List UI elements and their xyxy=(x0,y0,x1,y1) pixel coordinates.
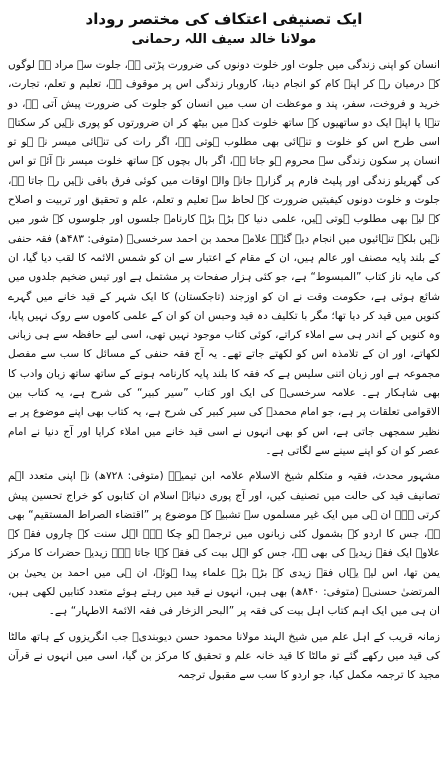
article-title: ایک تصنیفی اعتکاف کی مختصر روداد xyxy=(85,10,363,28)
author-name: مولانا خالد سیف اللہ رحمانی xyxy=(131,32,317,47)
paragraph-2: مشہور محدث، فقیہ و متکلم شیخ الاسلام علامہ ابن تیمیہؒ (متوفی: ۷۲۸ھ) نے اپنی متعدد اہم تصانیف قید کی حالت میں تصنیف کیں، اور آج پوری دنیائے اسلام ان کتابوں کو خراج تحسین پیش کرتی ہے۔ ان ہی میں ایک غیر مسلموں سے تشبیہ کے موضوع پر ”اقتضاء الصراط المستقیم“ بھی ہے، جس کا اردو کے بشمول کئی زبانوں میں ترجمہ ہو چکا ہے۔ اہل سنت کے چاروں فقہ کے علاوہ ایک فقہ زیدیہ کی بھی ہے، جس کو اہل بیت کی فقہ کہا جاتا ہے۔ زیدیہ حضرات کا مرکز یمن تھا، اس لیے یہاں فقہ زیدی کے بڑے بڑے علماء پیدا ہوئے، ان ہی میں احمد بن یحییٰ بن المرتضیٰ حسنیؒ (متوفی: ۸۴۰ھ) بھی ہیں، انہوں نے قید میں رہتے ہوئے متعدد کتابیں لکھی ہیں، ان ہی میں ایک اہم کتاب اہل بیت کی فقہ پر ”البحر الزخار فی فقہ الائمۃ الاطہار“ ہے۔ xyxy=(8,470,440,618)
paragraph-3: زمانہ قریب کے اہل علم میں شیخ الہند مولانا محمود حسن دیوبندیؒ جب انگریزوں کے ہاتھ مالٹا کی قید میں رکھے گئے تو مالٹا کا قید خانہ علم و تحقیق کا مرکز بن گیا، اسی میں انہوں نے قرآن مجید کا ترجمہ مکمل کیا، جو اردو کا سب سے مقبول ترجمہ xyxy=(8,630,440,682)
paragraph-1: انسان کو اپنی زندگی میں جلوت اور خلوت دونوں کی ضرورت پڑتی ہے، جلوت سے مراد ہے لوگوں کے درمیان رہ کر اپنے کام کو انجام دینا، کاروبار زندگی اس پر موقوف ہے، تعلیم و تعلم، تجارت، خرید و فروخت، سفر، پند و موعظت ان سب میں انسان کو جلوت کی ضرورت پیش آتی ہے، دو تنہا یا اپنے ایک دو ساتھیوں کے ساتھ خلوت کدہ میں بیٹھ کر ان ضرورتوں کو پوری نہیں کر سکتا۔ اسی طرح اس کو خلوت و تنہائی بھی مطلوب ہوتی ہے، اگر رات کی تنہائی میسر نہ ہو تو انسان پر سکون زندگی سے محروم ہو جاتا ہے، اگر بال بچوں کے ساتھ خلوت میسر نہ آئے تو اس کی گھریلو زندگی اور پلیٹ فارم پر گزارے جانے والے اوقات میں کوئی فرق باقی نہیں رہ جاتا ہے، جلوت و خلوت دونوں کیفیتیں ضرورت کے لحاظ سے تعلیم و تعلم، علم و تحقیق اور تربیت و اصلاح کے لیے بھی مطلوب ہوتی ہیں، علمی دنیا کے بڑے بڑے کارنامے جلسوں اور جلوسوں کے شور میں نہیں بلکہ تنہائیوں میں انجام دیے گئے۔ علامہ محمد بن احمد سرخسیؒ (متوفی: ۴۸۳ھ) فقہ حنفی کے بلند پایہ مصنف اور عالم ہیں، ان کے مقام کے اعتبار سے ان کو شمس الائمہ کا لقب دیا گیا، ان کی مایہ ناز کتاب ”المبسوط“ ہے، جو کئی ہزار صفحات پر مشتمل ہے اور تیس ضخیم جلدوں میں شائع ہوئی ہے، حکومت وقت نے ان کو اوزجند (تاجکستان) کا ایک شہر کے قید خانے میں گہرے کنویں میں قید کر دیا تھا؛ مگر با تکلیف دہ قید وحبس ان کو ان کے علمی کاموں سے روک نہیں پایا، وہ کنویں کے اندر ہی سے املاء کراتے، کوئی کتاب موجود نہیں تھی، اسی لیے حافظہ سے ہی زبانی لکھاتے، اور ان کے تلامذہ اس کو لکھتے جاتے تھے۔ یہ آج فقہ حنفی کے مسائل کا سب سے مفصل مجموعہ ہے اور زبان اتنی سلیس ہے کہ فقہ کا بلند پایہ کارنامہ ہونے کے ساتھ ساتھ زبان وادب کا بھی شاہکار ہے۔ علامہ سرخسیؒ کی ایک اور کتاب ”سیر کبیر“ کی شرح ہے، یہ کتاب بین الاقوامی تعلقات پر ہے، جو امام محمدؒ کی سیر کبیر کی شرح ہے، یہ کتاب بھی اپنے موضوع پر بے نظیر سمجھی جاتی ہے، اس کو بھی انہوں نے اسی قید خانے میں املاء کرایا اور آج دنیا نے امام عصر کو ان کو اپنے سینے سے لگاتی ہے۔ xyxy=(8,59,440,457)
